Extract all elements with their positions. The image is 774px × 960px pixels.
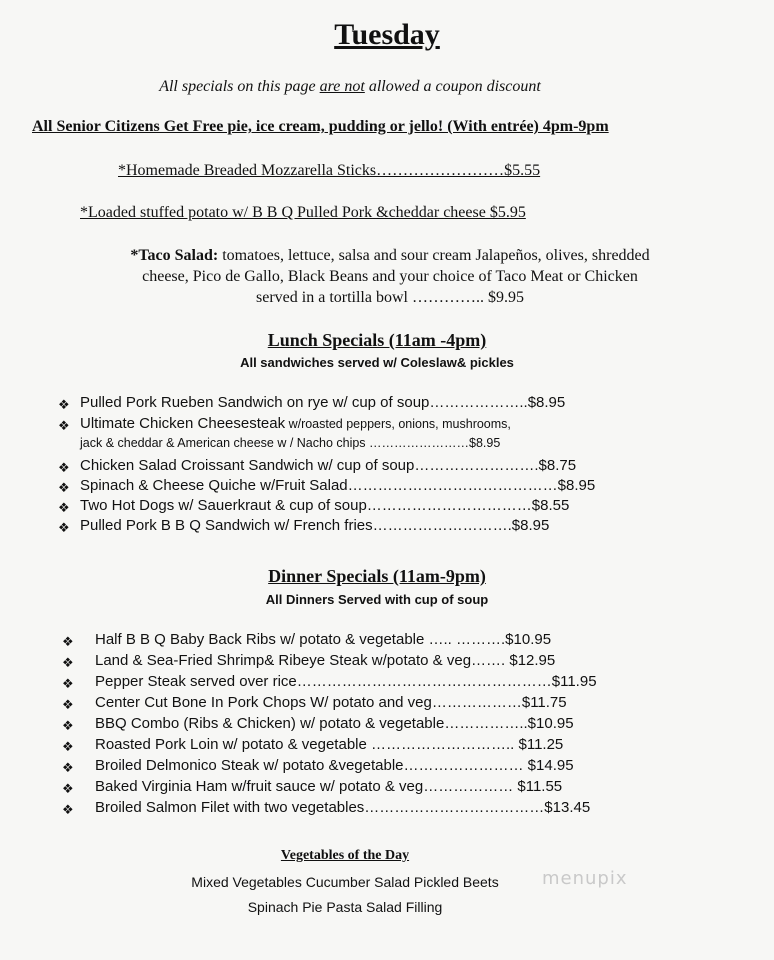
watermark: menupix (542, 868, 628, 889)
bullet-icon: ❖ (62, 676, 74, 691)
bullet-icon: ❖ (62, 718, 74, 733)
special-mozzarella: *Homemade Breaded Mozzarella Sticks……………………$5.55 (118, 162, 541, 179)
lunch-item-cont: jack & cheddar & American cheese w / Nacho chips ……………………$8.95 (80, 436, 501, 450)
bullet-icon: ❖ (62, 655, 74, 670)
dinner-item: Roasted Pork Loin w/ potato & vegetable ……………………….. $11.25 (95, 736, 564, 753)
special-loaded-potato: *Loaded stuffed potato w/ B B Q Pulled Pork &cheddar cheese $5.95 (80, 204, 526, 221)
bullet-icon: ❖ (62, 739, 74, 754)
vegetables-title: Vegetables of the Day (280, 848, 410, 863)
cheesesteak-name: Ultimate Chicken Cheesesteak (80, 415, 286, 432)
lunch-item: Pulled Pork Rueben Sandwich on rye w/ cup of soup………………..$8.95 (80, 394, 566, 411)
dinner-item: Pepper Steak served over rice……………………………………………$11.95 (95, 673, 597, 690)
dinner-item: BBQ Combo (Ribs & Chicken) w/ potato & vegetable……………..$10.95 (95, 715, 574, 732)
dinner-item: Broiled Delmonico Steak w/ potato &vegetable…………………… $14.95 (95, 757, 574, 774)
bullet-icon: ❖ (62, 781, 74, 796)
taco-line2: cheese, Pico de Gallo, Black Beans and your choice of Taco Meat or Chicken (142, 268, 638, 285)
bullet-icon: ❖ (58, 480, 70, 495)
cheesesteak-detail: w/roasted peppers, onions, mushrooms, (285, 417, 511, 431)
page-title: Tuesday (334, 18, 440, 51)
dinner-item: Land & Sea-Fried Shrimp& Ribeye Steak w/potato & veg……. $12.95 (95, 652, 556, 669)
taco-line3: served in a tortilla bowl ………….. $9.95 (256, 289, 524, 306)
bullet-icon: ❖ (58, 397, 70, 412)
dinner-item: Half B B Q Baby Back Ribs w/ potato & vegetable ….. ……….$10.95 (95, 631, 552, 648)
taco-line1: tomatoes, lettuce, salsa and sour cream Jalapeños, olives, shredded (218, 247, 650, 264)
lunch-title: Lunch Specials (11am -4pm) (267, 330, 487, 350)
lunch-item: Two Hot Dogs w/ Sauerkraut & cup of soup……………………………$8.55 (80, 497, 570, 514)
bullet-icon: ❖ (58, 520, 70, 535)
vegetables-line: Spinach Pie Pasta Salad Filling (247, 899, 443, 915)
notice-post: allowed a coupon discount (364, 78, 541, 95)
bullet-icon: ❖ (62, 802, 74, 817)
lunch-item: Spinach & Cheese Quiche w/Fruit Salad……………………………………$8.95 (80, 477, 596, 494)
bullet-icon: ❖ (58, 460, 70, 475)
bullet-icon: ❖ (58, 500, 70, 515)
dinner-title: Dinner Specials (11am-9pm) (268, 566, 486, 586)
dinner-subtitle: All Dinners Served with cup of soup (265, 592, 489, 607)
coupon-notice (0, 78, 700, 96)
special-taco-salad (60, 245, 720, 308)
dinner-item: Center Cut Bone In Pork Chops W/ potato and veg………………$11.75 (95, 694, 567, 711)
taco-label: *Taco Salad: (130, 247, 219, 264)
bullet-icon: ❖ (62, 697, 74, 712)
notice-pre: All specials on this page (159, 78, 320, 95)
lunch-subtitle: All sandwiches served w/ Coleslaw& pickles (240, 355, 514, 370)
bullet-icon: ❖ (58, 418, 70, 433)
notice-underlined: are not (319, 78, 365, 95)
vegetables-line: Mixed Vegetables Cucumber Salad Pickled Beets (191, 874, 499, 890)
lunch-item (80, 415, 511, 432)
bullet-icon: ❖ (62, 634, 74, 649)
dinner-item: Baked Virginia Ham w/fruit sauce w/ potato & veg……………… $11.55 (95, 778, 563, 795)
lunch-item: Chicken Salad Croissant Sandwich w/ cup of soup…………………….$8.75 (80, 457, 577, 474)
senior-offer: All Senior Citizens Get Free pie, ice cream, pudding or jello! (With entrée) 4pm-9pm (32, 118, 609, 135)
bullet-icon: ❖ (62, 760, 74, 775)
dinner-item: Broiled Salmon Filet with two vegetables………………………………$13.45 (95, 799, 591, 816)
lunch-item: Pulled Pork B B Q Sandwich w/ French fries……………………….$8.95 (80, 517, 550, 534)
